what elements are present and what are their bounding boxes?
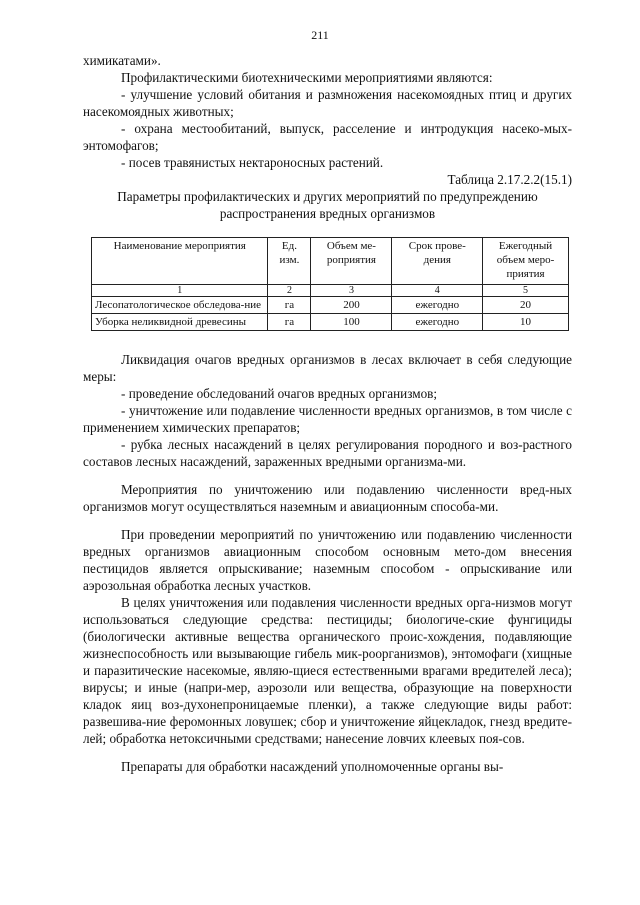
column-header: Ежегодный объем меро-приятия	[483, 238, 569, 285]
paragraph: При проведении мероприятий по уничтожению или подавлению численности вредных организмов авиационным способом основным мето-дом внесения пестицидов является опрыскивание; наземным способом - опрыскивание или аэрозольная обработка лесных участков.	[83, 527, 572, 593]
list-item: - рубка лесных насаждений в целях регулирования породного и воз-растного составов лесных насаждений, зараженных вредными организма-ми.	[83, 437, 572, 469]
column-number: 5	[483, 285, 569, 297]
column-number: 2	[268, 285, 311, 297]
column-number: 4	[392, 285, 483, 297]
table-cell: 20	[483, 297, 569, 314]
column-number: 3	[311, 285, 392, 297]
list-item: - улучшение условий обитания и размножения насекомоядных птиц и других насекомоядных животных;	[83, 87, 572, 119]
page-number: 211	[311, 28, 329, 42]
measures-table	[91, 237, 569, 331]
table-cell: 200	[311, 297, 392, 314]
table-title: Параметры профилактических и других мероприятий по предупреждению распространения вредных организмов	[117, 189, 538, 221]
table-cell: ежегодно	[392, 314, 483, 331]
paragraph: Мероприятия по уничтожению или подавлению численности вред-ных организмов могут осуществляться наземным и авиационным способа-ми.	[83, 482, 572, 514]
paragraph: В целях уничтожения или подавления численности вредных орга-низмов могут использоваться следующие средства: пестициды; биологиче-ские фунгициды (биологически активные вещества органического проис-хождения, подавляющие жизнеспособность или вызывающие гибель мик-роорганизмов), энтомофаги (хищные и паразитические насекомые, являю-щиеся естественными врагами вредителей леса); вирусы; и иные (напри-мер, аэрозоли или вещества, образующие на поверхности кладок яиц воз-духонепроницаемые пленки), а также следующие виды работ: развешива-ние феромонных ловушек; сбор и уничтожение яйцекладок, гнезд вредите-лей; обработка нетоксичными средствами; нанесение ловчих клеевых поя-сов.	[83, 595, 572, 746]
text-line: химикатами».	[83, 53, 161, 68]
column-header: Объем ме-роприятия	[311, 238, 392, 285]
list-item: - проведение обследований очагов вредных организмов;	[121, 386, 438, 401]
table-cell: ежегодно	[392, 297, 483, 314]
table-row	[92, 314, 569, 331]
table-row	[92, 297, 569, 314]
column-header: Ед. изм.	[268, 238, 311, 285]
list-item: - посев травянистых нектароносных растений.	[121, 155, 384, 170]
table-cell: Уборка неликвидной древесины	[92, 314, 268, 331]
paragraph: Ликвидация очагов вредных организмов в лесах включает в себя следующие меры:	[83, 352, 572, 384]
column-header: Наименование мероприятия	[92, 238, 268, 285]
page-content	[83, 52, 572, 775]
list-item: - уничтожение или подавление численности вредных организмов, в том числе с применением химических препаратов;	[83, 403, 572, 435]
table-number: Таблица 2.17.2.2(15.1)	[447, 172, 572, 187]
table-cell: 100	[311, 314, 392, 331]
table-cell: Лесопатологическое обследова-ние	[92, 297, 268, 314]
table-header-row	[92, 238, 569, 285]
column-header: Срок прове-дения	[392, 238, 483, 285]
paragraph: Препараты для обработки насаждений уполномоченные органы вы-	[121, 759, 504, 774]
text-line: Профилактическими биотехническими мероприятиями являются:	[121, 70, 493, 85]
table-cell: га	[268, 297, 311, 314]
column-number: 1	[92, 285, 268, 297]
column-number-row	[92, 285, 569, 297]
list-item: - охрана местообитаний, выпуск, расселение и интродукция насеко-мых-энтомофагов;	[83, 121, 572, 153]
table-cell: 10	[483, 314, 569, 331]
table-cell: га	[268, 314, 311, 331]
